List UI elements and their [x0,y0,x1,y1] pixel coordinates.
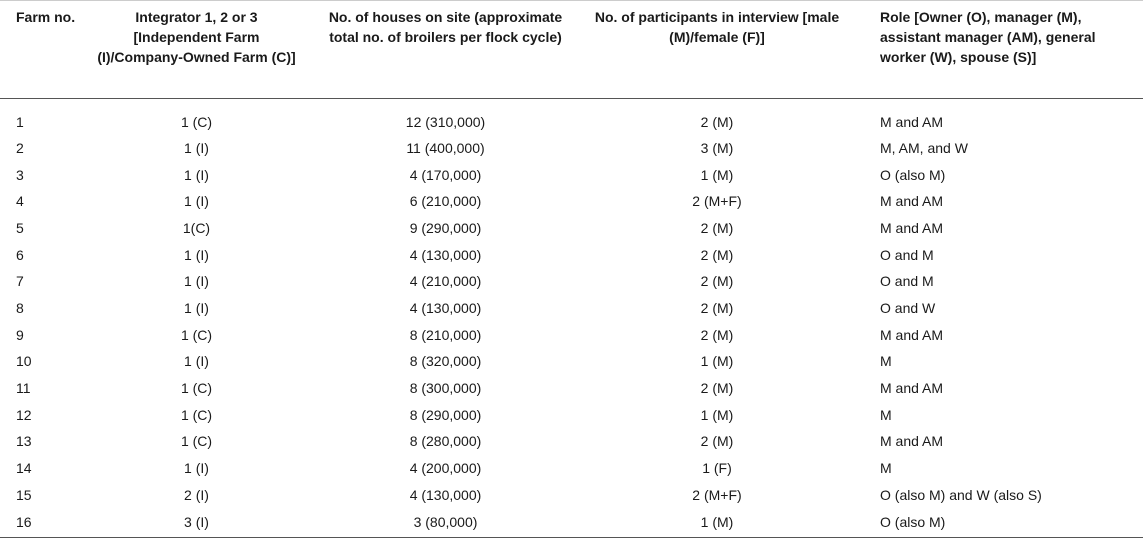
cell-participants: 2 (M) [700,326,734,343]
header-farm-no: Farm no. [0,1,84,99]
table-row [0,321,1143,348]
cell-integrator: 2 (I) [184,486,209,503]
cell-participants: 1 (F) [702,460,732,477]
cell-farm-no: 10 [16,353,32,370]
header-integrator: Integrator 1, 2 or 3 [Independent Farm (I)/Company-Owned Farm (C)] [84,1,309,99]
cell-integrator: 1 (I) [184,166,209,183]
cell-participants: 2 (M) [700,273,734,290]
cell-integrator: 1 (C) [180,380,213,397]
table-row [0,241,1143,268]
cell-participants: 2 (M+F) [692,193,742,210]
table-row [0,348,1143,375]
cell-role: M and AM [880,219,944,236]
table-row [0,135,1143,162]
cell-role: O and W [880,299,936,316]
table-row [0,481,1143,508]
cell-role: M [880,460,892,477]
cell-participants: 1 (M) [582,508,852,537]
cell-farm-no: 6 [16,246,24,263]
cell-integrator: 1(C) [182,219,211,236]
cell-role: O and M [880,273,934,290]
table-row [0,455,1143,482]
cell-houses: 4 (130,000) [409,299,482,316]
table-row [0,99,1143,135]
cell-integrator: 1 (I) [184,299,209,316]
cell-integrator: 1 (C) [180,326,213,343]
cell-role: O and M [880,246,934,263]
cell-farm-no: 15 [16,486,32,503]
cell-role: M and AM [880,433,944,450]
cell-houses: 4 (130,000) [409,246,482,263]
table-row [0,268,1143,295]
cell-integrator: 1 (C) [180,406,213,423]
cell-farm-no: 12 [16,406,32,423]
cell-role: M and AM [880,380,944,397]
cell-participants: 2 (M) [700,299,734,316]
cell-role: M [880,406,892,423]
cell-farm-no: 16 [0,508,84,537]
cell-role: M, AM, and W [880,139,968,156]
cell-farm-no: 1 [16,113,24,130]
cell-houses: 8 (290,000) [409,406,482,423]
table-row [0,295,1143,322]
table-row [0,375,1143,402]
cell-role: O (also M) and W (also S) [880,486,1042,503]
cell-farm-no: 9 [16,326,24,343]
cell-farm-no: 8 [16,299,24,316]
cell-farm-no: 11 [16,380,31,397]
cell-role: O (also M) [852,508,1143,537]
cell-integrator: 1 (C) [180,433,213,450]
cell-integrator: 3 (I) [84,508,309,537]
table-row [0,401,1143,428]
cell-farm-no: 3 [16,166,24,183]
cell-houses: 4 (170,000) [409,166,482,183]
cell-houses: 3 (80,000) [309,508,582,537]
cell-farm-no: 2 [16,139,24,156]
cell-participants: 1 (M) [700,406,734,423]
table-body [0,99,1143,538]
header-role: Role [Owner (O), manager (M), assistant manager (AM), general worker (W), spouse (S)] [852,1,1143,99]
cell-houses: 8 (300,000) [409,380,482,397]
cell-participants: 2 (M) [700,380,734,397]
table-row [0,215,1143,242]
cell-houses: 4 (130,000) [409,486,482,503]
cell-participants: 2 (M) [700,433,734,450]
cell-farm-no: 14 [16,460,32,477]
cell-integrator: 1 (I) [184,193,209,210]
cell-houses: 9 (290,000) [409,219,482,236]
cell-participants: 1 (M) [700,166,734,183]
cell-houses: 6 (210,000) [409,193,482,210]
cell-houses: 12 (310,000) [405,113,486,130]
cell-role: M [880,353,892,370]
cell-participants: 2 (M+F) [692,486,742,503]
table-header [0,1,1143,99]
cell-houses: 4 (200,000) [409,460,482,477]
cell-role: O (also M) [880,166,946,183]
cell-houses: 8 (280,000) [409,433,482,450]
cell-participants: 2 (M) [700,219,734,236]
header-row [0,1,1143,99]
cell-integrator: 1 (I) [184,353,209,370]
cell-integrator: 1 (I) [184,273,209,290]
cell-houses: 8 (320,000) [409,353,482,370]
cell-farm-no: 7 [16,273,24,290]
cell-role: M and AM [880,113,944,130]
cell-integrator: 1 (I) [184,460,209,477]
header-houses: No. of houses on site (approximate total no. of broilers per flock cycle) [309,1,582,99]
cell-farm-no: 5 [16,219,24,236]
cell-integrator: 1 (C) [180,113,213,130]
cell-farm-no: 4 [16,193,24,210]
cell-houses: 8 (210,000) [409,326,482,343]
cell-farm-no: 13 [16,433,32,450]
table-row [0,161,1143,188]
cell-role: M and AM [880,326,944,343]
table-row [0,508,1143,537]
cell-participants: 2 (M) [700,113,734,130]
cell-integrator: 1 (I) [184,246,209,263]
cell-houses: 11 (400,000) [406,139,485,156]
cell-participants: 1 (M) [700,353,734,370]
cell-houses: 4 (210,000) [409,273,482,290]
header-participants: No. of participants in interview [male (M)/female (F)] [582,1,852,99]
table-row [0,188,1143,215]
table-row [0,428,1143,455]
cell-participants: 3 (M) [700,139,734,156]
cell-integrator: 1 (I) [184,139,209,156]
cell-participants: 2 (M) [700,246,734,263]
cell-role: M and AM [880,193,944,210]
